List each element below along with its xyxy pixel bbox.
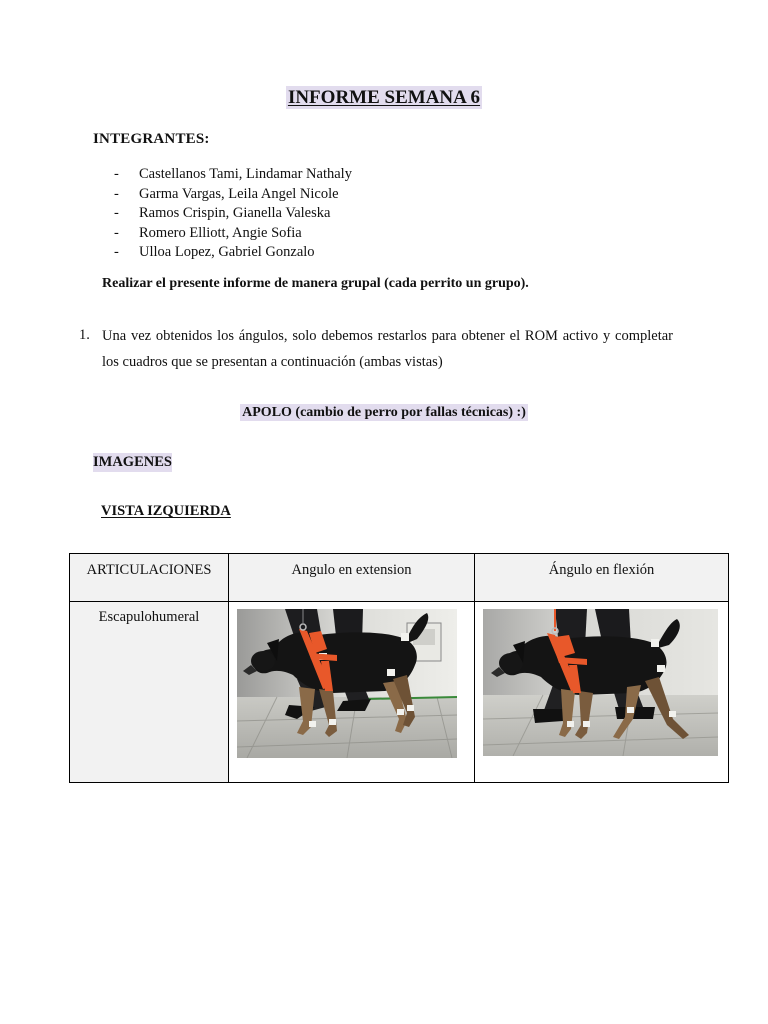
header-extension: Angulo en extension <box>229 554 475 602</box>
table-header-row <box>70 554 729 602</box>
list-item: - Ramos Crispin, Gianella Valeska <box>114 205 331 221</box>
angles-table <box>69 553 729 783</box>
dog-heading-wrap <box>0 403 768 421</box>
dog-flexion-photo <box>483 609 718 756</box>
flexion-photo-cell <box>475 602 729 783</box>
list-item: - Romero Elliott, Angie Sofia <box>114 224 302 241</box>
list-item: - Ulloa Lopez, Gabriel Gonzalo <box>114 244 315 260</box>
item-text: Una vez obtenidos los ángulos, solo debemos restarlos para obtener el ROM activo y completar los cuadros que se presentan a continuación (ambas vistas) <box>102 328 673 370</box>
dog-heading: APOLO (cambio de perro por fallas técnicas) :) <box>242 405 526 420</box>
images-heading: IMAGENES <box>93 454 172 470</box>
table-row <box>70 602 729 783</box>
dog-extension-photo <box>237 609 457 758</box>
instruction-text: Realizar el presente informe de manera grupal (cada perrito un grupo). <box>102 276 529 291</box>
header-joints: ARTICULACIONES <box>70 554 229 602</box>
list-item: - Garma Vargas, Leila Angel Nicole <box>114 185 339 202</box>
extension-photo-cell <box>229 602 475 783</box>
joint-name: Escapulohumeral <box>70 602 229 783</box>
list-item: - Castellanos Tami, Lindamar Nathaly <box>114 166 352 182</box>
header-flexion: Ángulo en flexión <box>475 554 729 602</box>
members-list <box>114 165 352 263</box>
members-heading: INTEGRANTES: <box>93 131 210 147</box>
item-number: 1. <box>79 327 90 343</box>
document-title-wrap <box>0 87 768 109</box>
view-heading: VISTA IZQUIERDA <box>101 503 231 519</box>
document-title: INFORME SEMANA 6 <box>287 87 481 108</box>
